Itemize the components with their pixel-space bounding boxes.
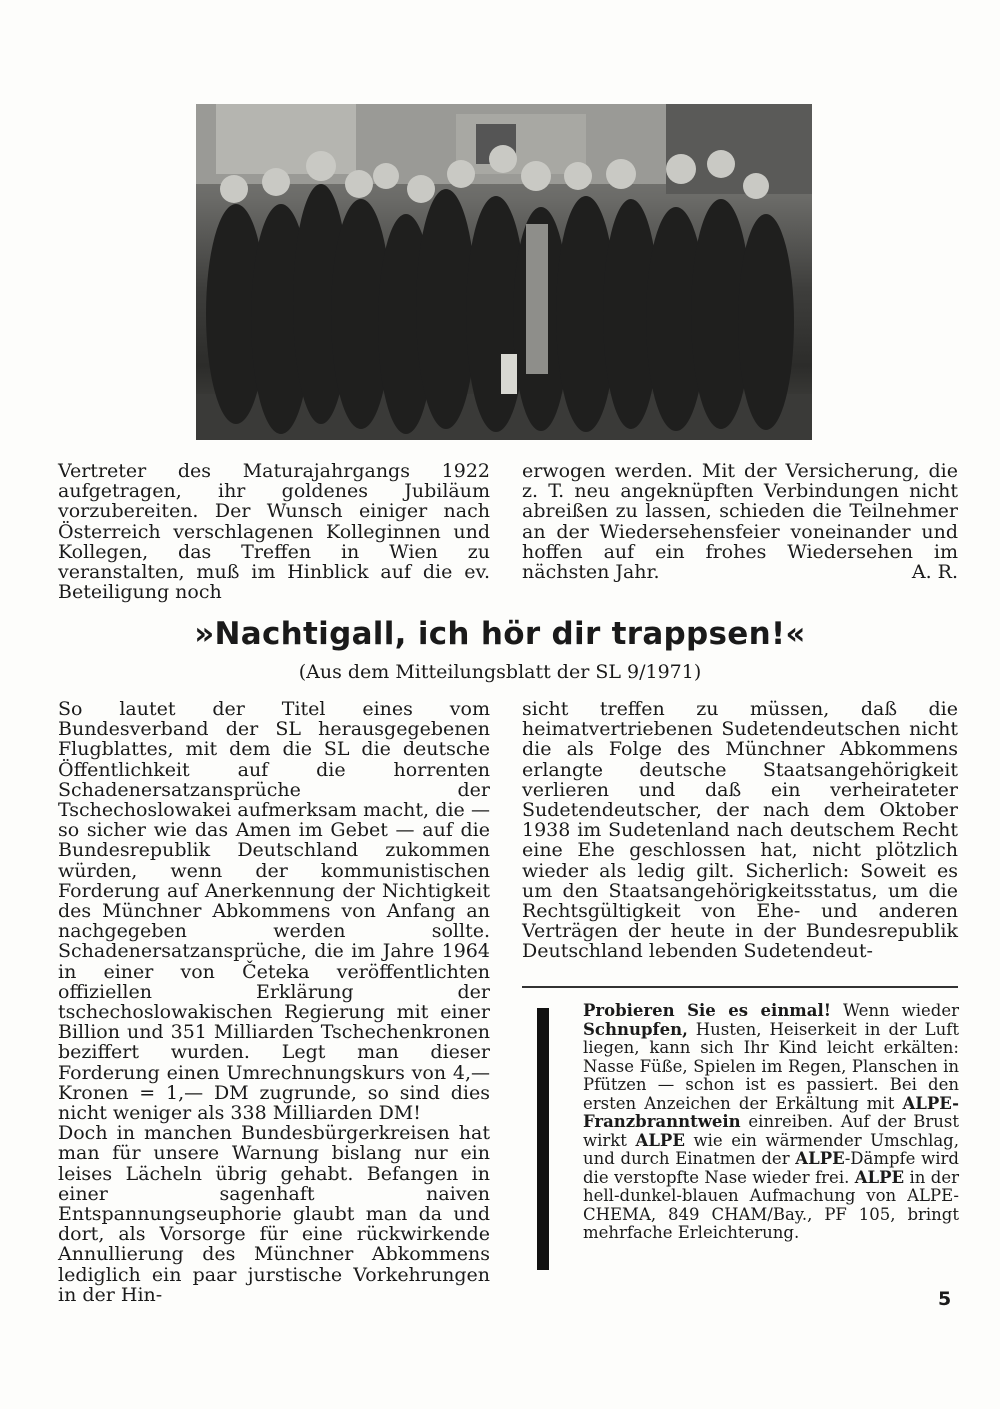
advertisement <box>583 1002 959 1243</box>
ad-bold: ALPE <box>854 1167 905 1187</box>
group-photo <box>196 104 812 440</box>
page-number: 5 <box>938 1288 952 1310</box>
article-column-1 <box>58 699 490 1305</box>
divider <box>522 986 958 988</box>
article-source: (Aus dem Mitteilungsblatt der SL 9/1971) <box>298 661 702 683</box>
ad-lead: Probieren Sie es einmal! <box>583 1001 831 1020</box>
ad-text: wie ein wärmender Umschlag, und durch Einatmen der <box>583 1130 959 1168</box>
article-column-2 <box>522 699 958 962</box>
top-column-1 <box>58 461 490 602</box>
ad-bold: Schnupfen, <box>583 1019 688 1039</box>
top-column-2 <box>522 461 958 582</box>
ad-text: in der hell-dunkel-blauen Aufmachung von ALPE-CHEMA, 849 CHAM/Bay., PF 105, bringt mehrfache Erleichterung. <box>583 1167 959 1242</box>
top-column-2-text: erwogen werden. Mit der Versicherung, die z. T. neu angeknüpften Verbindungen nicht abreißen zu lassen, schieden die Teilnehmer an der Wiedersehensfeier voneinander und hoffen auf ein frohes Wiedersehen im nächsten Jahr. A. R. <box>522 460 958 584</box>
ad-bold: ALPE <box>635 1130 685 1150</box>
top-column-1-text: Vertreter des Maturajahrgangs 1922 aufgetragen, ihr goldenes Jubiläum vorzubereiten. Der Wunsch einiger nach Österreich verschlagenen Kolleginnen und Kollegen, das Treffen in Wien zu veranstalten, muß im Hinblick auf die ev. Beteiligung noch <box>58 460 490 604</box>
ad-text: -Dämpfe wird die verstopfte Nase wieder frei. <box>583 1149 959 1187</box>
ad-text: Husten, Heiserkeit in der Luft liegen, kann sich Ihr Kind leicht erkälten: Nasse Füße, Spielen im Regen, Planschen in Pfützen — schon ist es passiert. Bei den ersten Anzeichen der Erkältung mit <box>583 1019 959 1113</box>
article-paragraph: Doch in manchen Bundesbürgerkreisen hat man für unsere Warnung bislang nur ein leises Lächeln übrig gehabt. Befangen in einer sagenhaft naiven Entspannungseuphorie glaubt man da und dort, als Vorsorge für eine rückwirkende Annullierung des Münchner Abkommens lediglich ein paar jurstische Vorkehrungen in der Hin- <box>58 1122 490 1306</box>
article-paragraph: So lautet der Titel eines vom Bundesverband der SL herausgegebenen Flugblattes, mit dem die SL die deutsche Öffentlichkeit auf die horrenten Schadenersatzansprüche der Tschechoslowakei aufmerksam macht, die — so sicher wie das Amen im Gebet — auf die Bundesrepublik Deutschland zukommen würden, wenn der kommunistischen Forderung auf Anerkennung der Nichtigkeit des Münchner Abkommens von Anfang an nachgegeben werden sollte. Schadenersatzansprüche, die im Jahre 1964 in einer von Četeka veröffentlichten offiziellen Erklärung der tschechoslowakischen Regierung mit einer Billion und 351 Milliarden Tschechenkronen beziffert wurden. Legt man dieser Forderung einen Umrechnungskurs von 4,— Kronen = 1,— DM zugrunde, so sind dies nicht weniger als 338 Milliarden DM! <box>58 698 490 1125</box>
ad-text: Wenn wieder <box>830 1001 959 1020</box>
ad-text: einreiben. Auf der Brust wirkt <box>583 1112 959 1150</box>
ad-bold: ALPE <box>795 1149 845 1168</box>
ad-bold: ALPE-Franzbranntwein <box>583 1093 959 1131</box>
signature: A. R. <box>911 561 958 584</box>
article-title: »Nachtigall, ich hör dir trappsen!« <box>194 616 806 652</box>
article-paragraph: sicht treffen zu müssen, daß die heimatvertriebenen Sudetendeutschen nicht die als Folge des Münchner Abkommens erlangte deutsche Staatsangehörigkeit verlieren und daß ein verheirateter Sudetendeutscher, der nach dem Oktober 1938 im Sudetenland nach deutschem Recht eine Ehe geschlossen hat, nicht plötzlich wieder als ledig gilt. Sicherlich: Soweit es um den Staatsangehörigkeitsstatus, um die Rechtsgültigkeit von Ehe- und anderen Verträgen der heute in der Bundesrepublik Deutschland lebenden Sudetendeut- <box>522 698 958 963</box>
advert-bar <box>537 1008 549 1270</box>
